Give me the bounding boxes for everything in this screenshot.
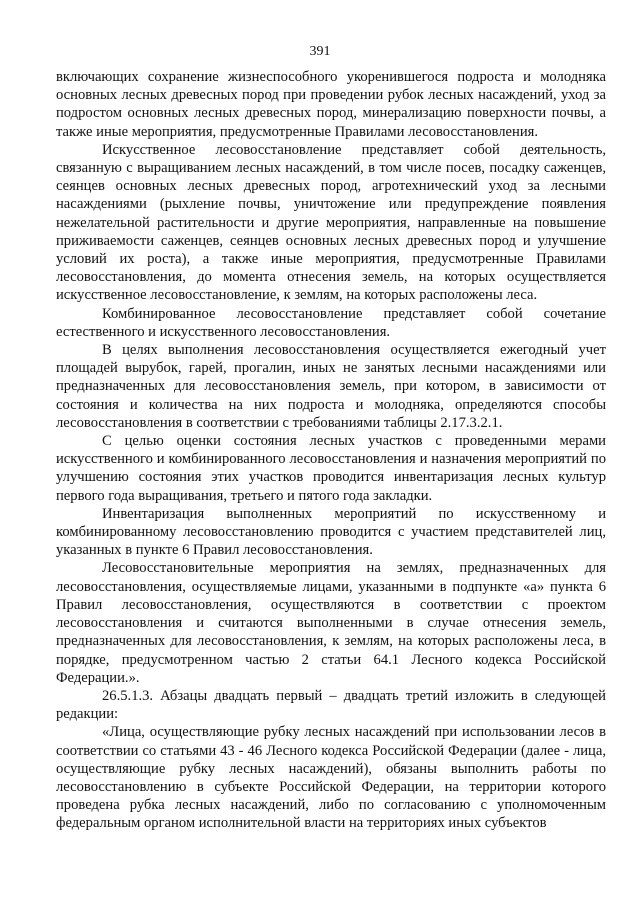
document-body	[56, 68, 606, 833]
paragraph: «Лица, осуществляющие рубку лесных насаждений при использовании лесов в соответствии со статьями 43 - 46 Лесного кодекса Российской Федерации (далее - лица, осуществляющие рубку лесных насаждений), обязаны выполнить работы по лесовосстановлению в субъекте Российской Федерации, на территории которого проведена рубка лесных насаждений, либо по согласованию с уполномоченным федеральным органом исполнительной власти на территориях иных субъектов	[56, 724, 606, 832]
paragraph: Искусственное лесовосстановление представляет собой деятельность, связанную с выращиванием лесных насаждений, в том числе посев, посадку саженцев, сеянцев основных лесных древесных пород, агротехнический уход за лесными насаждениями (рыхление почвы, уничтожение или предупреждение появления нежелательной растительности и другие мероприятия, направленные на повышение приживаемости саженцев, сеянцев основных лесных древесных пород и улучшение условий их роста), а также иные мероприятия, предусмотренные Правилами лесовосстановления, до момента отнесения земель, на которых осуществляется искусственное лесовосстановление, к землям, на которых расположены леса.	[56, 141, 606, 304]
paragraph: Комбинированное лесовосстановление представляет собой сочетание естественного и искусственного лесовосстановления.	[56, 305, 606, 340]
page-number: 391	[309, 44, 331, 59]
paragraph: В целях выполнения лесовосстановления осуществляется ежегодный учет площадей вырубок, гарей, прогалин, иных не занятых лесными насаждениями или предназначенных для лесовосстановления земель, при котором, в зависимости от состояния и количества на них подроста и молодняка, определяются способы лесовосстановления в соответствии с требованиями таблицы 2.17.3.2.1.	[56, 342, 606, 431]
paragraph: 26.5.1.3. Абзацы двадцать первый – двадцать третий изложить в следующей редакции:	[56, 687, 606, 723]
paragraph: Лесовосстановительные мероприятия на землях, предназначенных для лесовосстановления, осуществляемые лицами, указанными в подпункте «а» пункта 6 Правил лесовосстановления, осуществляются в соответствии с проектом лесовосстановления и считаются выполненными в случае отнесения земель, предназначенных для лесовосстановления, к землям, на которых расположены леса, в порядке, предусмотренном частью 2 статьи 64.1 Лесного кодекса Российской Федерации.».	[56, 560, 606, 686]
paragraph: С целью оценки состояния лесных участков с проведенными мерами искусственного и комбинированного лесовосстановления и назначения мероприятий по улучшению состояния этих участков проводится инвентаризация лесных культур первого года выращивания, третьего и пятого года закладки.	[56, 433, 606, 504]
paragraph: Инвентаризация выполненных мероприятий по искусственному и комбинированному лесовосстановлению проводится с участием представителей лиц, указанных в пункте 6 Правил лесовосстановления.	[56, 505, 606, 559]
paragraph: включающих сохранение жизнеспособного укоренившегося подроста и молодняка основных лесных древесных пород при проведении рубок лесных насаждений, уход за подростом основных лесных древесных пород, минерализацию поверхности почвы, а также иные мероприятия, предусмотренные Правилами лесовосстановления.	[56, 69, 606, 140]
